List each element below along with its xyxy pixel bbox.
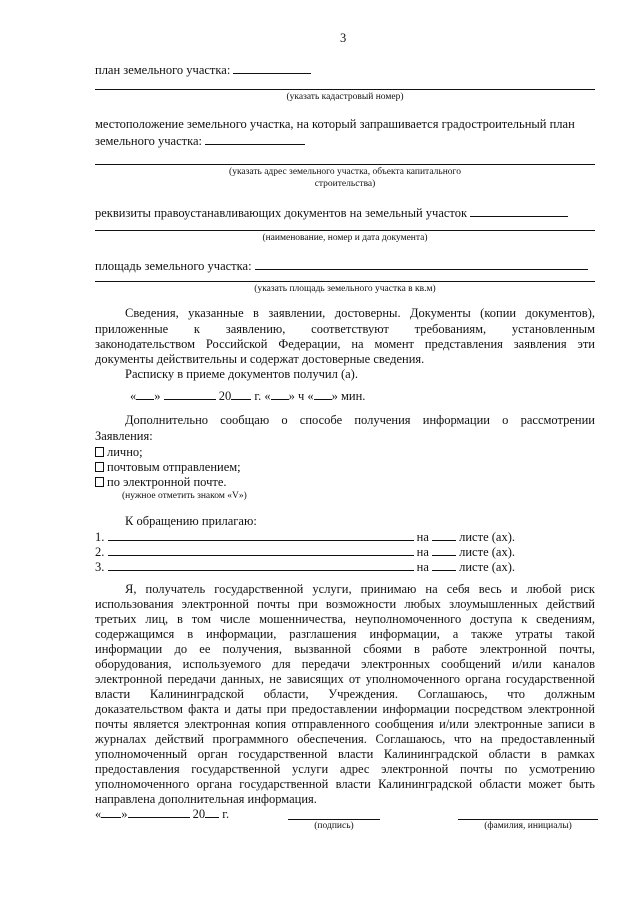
attachment-num: 2. <box>95 545 105 559</box>
option-label: почтовым отправлением; <box>107 460 241 474</box>
attachment-name-blank[interactable] <box>108 529 414 541</box>
dt-open-quote: « <box>130 389 137 403</box>
notification-line1: Дополнительно сообщаю о способе получения информации о рассмотрении <box>125 413 595 427</box>
statement-line-4: документы действительны и содержат достоверные сведения. <box>95 352 425 366</box>
signature-caption: (подпись) <box>314 821 354 831</box>
option-label: лично; <box>107 445 143 459</box>
receipt-datetime <box>130 388 365 404</box>
consent-line-1: Я, получатель государственной услуги, принимаю на себя весь и любой риск <box>125 582 595 596</box>
name-caption: (фамилия, инициалы) <box>484 821 572 831</box>
location-caption-line1: (указать адрес земельного участка, объекта капитального <box>229 167 461 177</box>
consent-last-line: направлена дополнительная информация. <box>95 792 317 806</box>
area-line[interactable] <box>95 281 595 282</box>
checkbox-icon[interactable] <box>95 447 104 457</box>
plan-label-text: план земельного участка: <box>95 63 231 77</box>
plan-label <box>95 62 311 78</box>
requisites-blank[interactable] <box>470 205 568 217</box>
checkbox-icon[interactable] <box>95 477 104 487</box>
attachment-item-1 <box>95 529 515 545</box>
attachment-name-blank[interactable] <box>108 544 414 556</box>
consent-line-10: почты является электронная копия отправленного сообщения и/или электронные записи в <box>95 717 595 731</box>
dt-day-blank[interactable] <box>136 388 154 400</box>
consent-line-3: третьих лиц, в том числе мошенничества, неуполномоченного доступа к сведениям, <box>95 612 595 626</box>
requisites-caption: (наименование, номер и дата документа) <box>262 233 428 243</box>
attachments-title: К обращению прилагаю: <box>125 514 257 528</box>
dt-year-prefix: 20 <box>218 389 232 403</box>
consent-line-11: журналах действий программного обеспечения. Соглашаюсь, что на предоставленный <box>95 732 595 746</box>
dt-minutes-label: » мин. <box>331 389 366 403</box>
requisites-line[interactable] <box>95 230 595 231</box>
area-label <box>95 258 588 274</box>
dt-year-blank[interactable] <box>231 388 251 400</box>
consent-line-12: уполномоченный орган государственной власти Калининградской области в рамках <box>95 747 595 761</box>
plan-cadastral-line[interactable] <box>95 89 595 90</box>
attachment-on: на <box>416 545 429 559</box>
attachment-num: 1. <box>95 530 105 544</box>
page-number: 3 <box>340 31 347 45</box>
attachment-num: 3. <box>95 560 105 574</box>
attachment-sheets: листе (ах). <box>459 560 515 574</box>
sig-month-blank[interactable] <box>128 806 190 818</box>
area-blank[interactable] <box>255 258 588 270</box>
option-post[interactable] <box>95 460 241 475</box>
notification-line2: Заявления: <box>95 429 153 443</box>
consent-line-13: предоставления государственной услуги адрес электронной почты по усмотрению <box>95 762 595 776</box>
statement-line-1: Сведения, указанные в заявлении, достоверны. Документы (копии документов), <box>125 306 595 320</box>
attachment-item-2 <box>95 544 515 560</box>
notification-note: (нужное отметить знаком «V») <box>122 491 247 501</box>
sig-close-quote: » <box>121 807 128 821</box>
consent-line-8: власти Калининградской области, Учреждения. Соглашаюсь, что должным <box>95 687 595 701</box>
sig-year-blank[interactable] <box>205 806 219 818</box>
dt-hours-blank[interactable] <box>271 388 289 400</box>
consent-line-5: информации до ее получения, вызванной сбоями в работе электронной почты, <box>95 642 595 656</box>
option-email[interactable] <box>95 475 227 490</box>
dt-year-suffix: г. « <box>254 389 271 403</box>
location-caption-line2: строительства) <box>314 179 376 189</box>
plan-blank[interactable] <box>233 62 311 74</box>
attachment-item-3 <box>95 559 515 575</box>
statement-line-3: законодательством Российской Федерации, на момент представления заявления эти <box>95 337 595 351</box>
consent-line-6: оборудования, используемого для передачи электронных сообщений и/или каналов <box>95 657 595 671</box>
attachment-sheets: листе (ах). <box>459 530 515 544</box>
requisites-label-text: реквизиты правоустанавливающих документов на земельный участок <box>95 206 468 220</box>
statement-line-2: приложенные к заявлению, соответствуют требованиям, установленным <box>95 322 595 336</box>
consent-line-14: уполномоченного органа государственной власти Калининградской области может быть <box>95 777 595 791</box>
consent-line-4: содержащимся в информации, разглашения информации, а также утраты такой <box>95 627 595 641</box>
option-in-person[interactable] <box>95 445 143 460</box>
attachment-sheets-blank[interactable] <box>432 559 456 571</box>
attachment-sheets: листе (ах). <box>459 545 515 559</box>
name-line[interactable] <box>458 819 598 820</box>
checkbox-icon[interactable] <box>95 462 104 472</box>
location-address-line[interactable] <box>95 164 595 165</box>
attachment-sheets-blank[interactable] <box>432 529 456 541</box>
sig-open-quote: « <box>95 807 102 821</box>
attachment-on: на <box>416 560 429 574</box>
consent-line-2: использования электронной почты при возможности любых злоумышленных действий <box>95 597 595 611</box>
location-line2 <box>95 133 305 149</box>
option-label: по электронной почте. <box>107 475 227 489</box>
signature-line[interactable] <box>288 819 380 820</box>
receipt-text: Расписку в приеме документов получил (а). <box>125 367 358 381</box>
attachment-on: на <box>416 530 429 544</box>
location-line1: местоположение земельного участка, на который запрашивается градостроительный план <box>95 117 575 131</box>
location-blank[interactable] <box>205 133 305 145</box>
requisites-label <box>95 205 568 221</box>
consent-line-9: доказательством факта и даты при предоставлении информации посредством электронной <box>95 702 595 716</box>
area-caption: (указать площадь земельного участка в кв.м) <box>254 284 436 294</box>
dt-minutes-blank[interactable] <box>314 388 332 400</box>
dt-month-blank[interactable] <box>164 388 216 400</box>
sig-year-prefix: 20 <box>192 807 206 821</box>
location-line2-text: земельного участка: <box>95 134 203 148</box>
attachment-name-blank[interactable] <box>108 559 414 571</box>
plan-caption: (указать кадастровый номер) <box>286 92 404 102</box>
attachment-sheets-blank[interactable] <box>432 544 456 556</box>
signature-date <box>95 806 229 822</box>
area-label-text: площадь земельного участка: <box>95 259 252 273</box>
consent-line-7: электронной передачи данных, не зависящих от уполномоченного органа государственной <box>95 672 595 686</box>
dt-close-quote: » <box>154 389 161 403</box>
sig-year-suffix: г. <box>222 807 230 821</box>
dt-hours-label: » ч « <box>288 389 314 403</box>
sig-day-blank[interactable] <box>101 806 121 818</box>
